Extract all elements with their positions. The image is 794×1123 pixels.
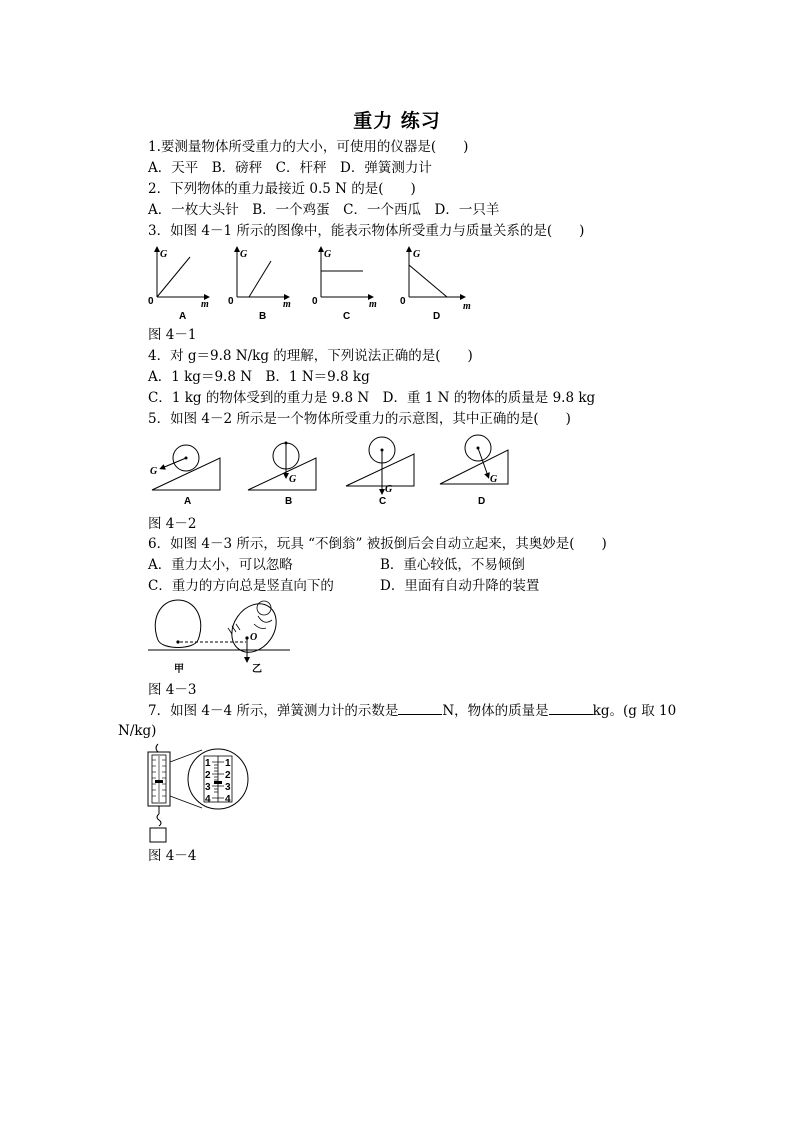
incline-d-force: G xyxy=(490,474,498,485)
q7-stem-b: N，物体的质量是 xyxy=(442,703,549,719)
graph-d-origin: 0 xyxy=(400,296,406,307)
q6-option-c: C．重力的方向总是竖直向下的 xyxy=(148,578,334,594)
incline-c xyxy=(346,437,414,507)
scale-left-2: 2 xyxy=(205,770,211,781)
figure-4-1 xyxy=(145,245,485,325)
figure-4-1-caption: 图 4－1 xyxy=(148,327,197,343)
figure-4-3-caption: 图 4－3 xyxy=(148,682,197,698)
q1-stem: 1.要测量物体所受重力的大小，可使用的仪器是( ) xyxy=(148,139,469,155)
q6-option-a: A．重力太小，可以忽略 xyxy=(148,557,293,573)
incline-c-force: G xyxy=(385,484,393,495)
graph-a-axis-x: m xyxy=(201,299,209,310)
q7-stem-c: kg。(g 取 10 xyxy=(592,703,677,719)
q5-stem: 5．如图 4－2 所示是一个物体所受重力的示意图，其中正确的是( ) xyxy=(148,411,571,427)
tumbler-label-left: 甲 xyxy=(174,664,184,675)
graph-c-axis-x: m xyxy=(369,299,377,310)
graph-b-axis-y: G xyxy=(240,249,248,260)
graph-c xyxy=(312,249,377,322)
graph-c-origin: 0 xyxy=(312,296,318,307)
incline-b-label: B xyxy=(285,496,293,507)
incline-d xyxy=(440,435,508,507)
graph-a-origin: 0 xyxy=(148,296,154,307)
incline-d-label: D xyxy=(478,496,486,507)
q7-blank-mass[interactable] xyxy=(549,702,593,715)
graph-a-label: A xyxy=(179,311,187,322)
graph-b xyxy=(228,249,291,322)
graph-b-label: B xyxy=(259,311,267,322)
graph-d-axis-y: G xyxy=(413,249,421,260)
graph-b-origin: 0 xyxy=(228,296,234,307)
scale-left-1: 1 xyxy=(205,758,211,769)
q6-stem: 6．如图 4－3 所示，玩具 “不倒翁” 被扳倒后会自动立起来，其奥妙是( ) xyxy=(148,536,607,552)
graph-c-label: C xyxy=(343,311,351,322)
tumbler-point: O xyxy=(250,632,258,643)
graph-a-axis-y: G xyxy=(160,249,168,260)
q6-option-d: D．里面有自动升降的装置 xyxy=(380,578,540,594)
scale-right-2: 2 xyxy=(225,770,231,781)
scale-right-4: 4 xyxy=(225,794,231,805)
scale-right-3: 3 xyxy=(225,782,231,793)
incline-b xyxy=(248,442,316,508)
q7-blank-force[interactable] xyxy=(398,702,442,715)
figure-4-4 xyxy=(140,742,250,844)
q6-option-b: B．重心较低，不易倾倒 xyxy=(380,557,525,573)
q1-options: A．天平 B．磅秤 C．杆秤 D．弹簧测力计 xyxy=(148,160,432,176)
q2-options: A．一枚大头针 B．一个鸡蛋 C．一个西瓜 D．一只羊 xyxy=(148,202,500,218)
graph-c-axis-y: G xyxy=(324,249,332,260)
page-title: 重力 练习 xyxy=(353,110,441,132)
figure-4-2 xyxy=(148,432,528,512)
tumbler-label-right: 乙 xyxy=(252,664,262,675)
incline-a-force: G xyxy=(150,466,158,477)
q7-stem-a: 7．如图 4－4 所示，弹簧测力计的示数是 xyxy=(148,703,399,719)
incline-b-force: G xyxy=(289,474,297,485)
q4-options-2: C．1 kg 的物体受到的重力是 9.8 N D．重 1 N 的物体的质量是 9.8 kg xyxy=(148,390,596,406)
graph-d-label: D xyxy=(433,311,441,322)
graph-d-axis-x: m xyxy=(463,301,471,312)
q7-stem-line xyxy=(148,702,676,720)
incline-a-label: A xyxy=(184,496,192,507)
scale-right-1: 1 xyxy=(225,758,231,769)
figure-4-2-caption: 图 4－2 xyxy=(148,516,197,532)
graph-b-axis-x: m xyxy=(283,299,291,310)
incline-c-label: C xyxy=(379,496,387,507)
figure-4-4-caption: 图 4－4 xyxy=(148,848,197,864)
figure-4-3 xyxy=(146,598,296,678)
graph-a xyxy=(148,249,209,322)
q2-stem: 2．下列物体的重力最接近 0.5 N 的是( ) xyxy=(148,181,416,197)
scale-left-4: 4 xyxy=(205,794,211,805)
incline-a xyxy=(150,445,220,507)
q7-stem-d: N/kg) xyxy=(118,723,157,739)
q4-options-1: A．1 kg＝9.8 N B．1 N＝9.8 kg xyxy=(148,369,370,385)
q3-stem: 3．如图 4－1 所示的图像中，能表示物体所受重力与质量关系的是( ) xyxy=(148,223,585,239)
graph-d xyxy=(400,249,471,322)
scale-left-3: 3 xyxy=(205,782,211,793)
q4-stem: 4．对 g＝9.8 N/kg 的理解，下列说法正确的是( ) xyxy=(148,348,473,364)
